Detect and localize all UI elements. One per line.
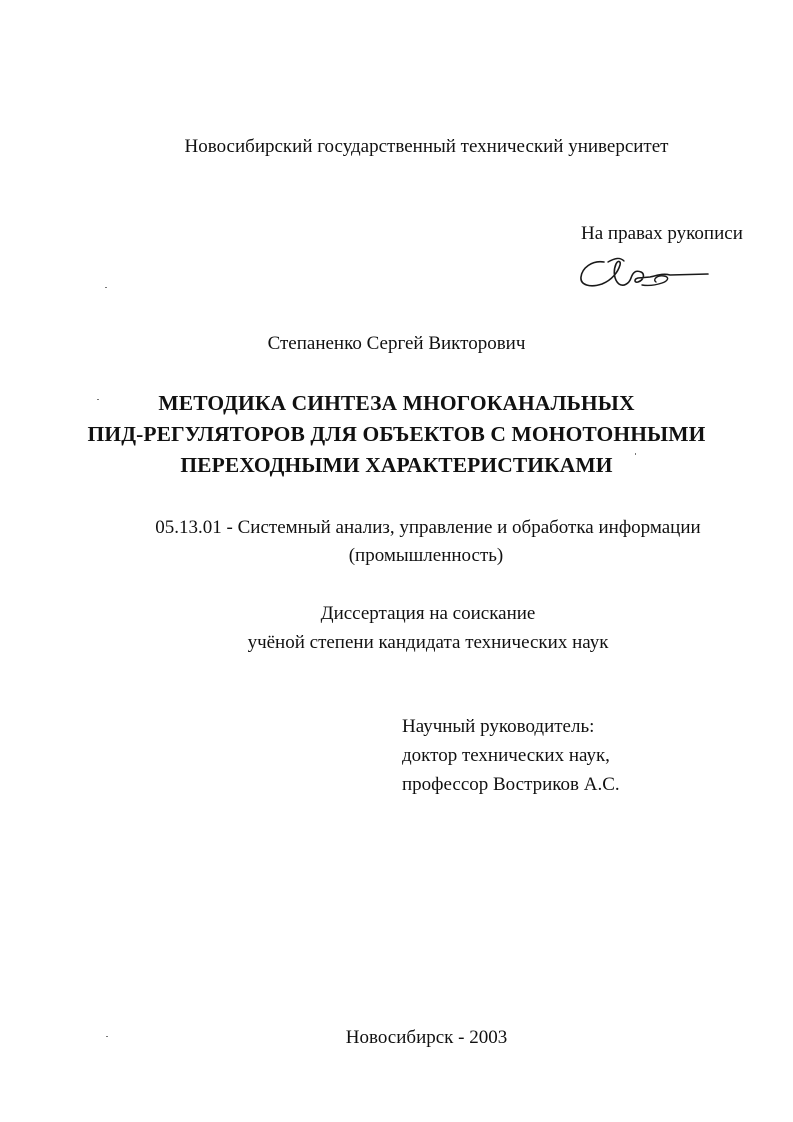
manuscript-rights-note: На правах рукописи xyxy=(581,223,743,244)
specialty-code-line: 05.13.01 - Системный анализ, управление и обработка информации xyxy=(155,517,701,538)
scan-speck xyxy=(106,1036,108,1037)
dissertation-title xyxy=(0,388,793,481)
dissertation-note-line: Диссертация на соискание xyxy=(320,603,536,624)
city-and-year: Новосибирск - 2003 xyxy=(345,1027,508,1048)
scan-speck xyxy=(97,399,99,400)
advisor-degree: доктор технических наук, xyxy=(402,745,610,766)
title-line: ПЕРЕХОДНЫМИ ХАРАКТЕРИСТИКАМИ xyxy=(180,453,613,477)
advisor-name: профессор Востриков А.С. xyxy=(402,774,620,795)
university-name: Новосибирский государственный технический университет xyxy=(184,136,669,157)
author-name: Степаненко Сергей Викторович xyxy=(267,333,526,354)
scan-speck xyxy=(635,453,636,455)
title-line: МЕТОДИКА СИНТЕЗА МНОГОКАНАЛЬНЫХ xyxy=(158,391,635,415)
title-line: ПИД-РЕГУЛЯТОРОВ ДЛЯ ОБЪЕКТОВ С МОНОТОННЫМИ xyxy=(87,422,706,446)
advisor-label: Научный руководитель: xyxy=(402,716,595,737)
scan-speck xyxy=(105,287,107,288)
specialty-branch-line: (промышленность) xyxy=(348,545,504,566)
author-signature xyxy=(578,252,712,294)
degree-note-line: учёной степени кандидата технических наук xyxy=(247,632,609,653)
